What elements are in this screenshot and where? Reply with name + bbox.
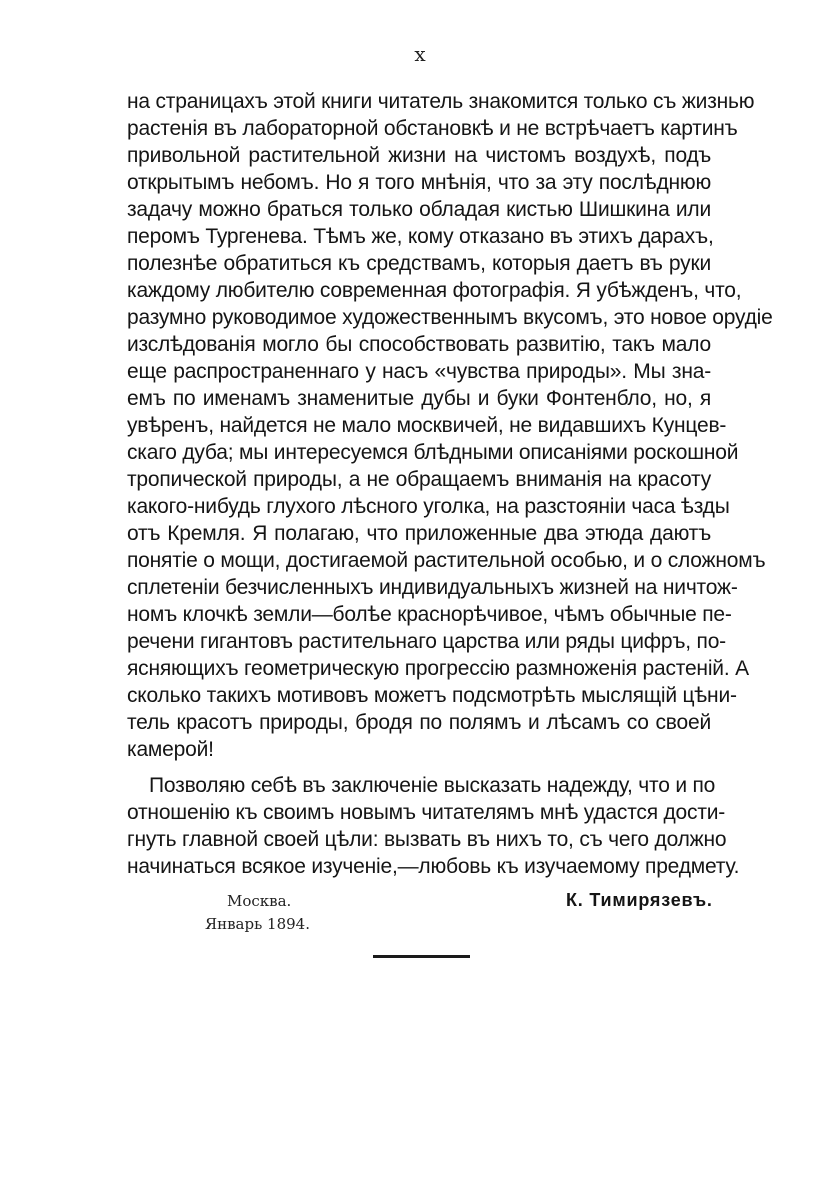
text-line: отъ Кремля. Я полагаю, что приложенные два этюда даютъ: [127, 522, 711, 545]
text-line: сплетеніи безчисленныхъ индивидуальныхъ жизней на ничтож-: [127, 576, 738, 599]
author-signature: К. Тимирязевъ.: [566, 890, 713, 910]
text-line: разумно руководимое художественнымъ вкусомъ, это новое орудіе: [127, 306, 773, 329]
text-line: какого-нибудь глухого лѣсного уголка, на разстояніи часа ѣзды: [127, 495, 730, 518]
text-line: камерой!: [127, 738, 214, 761]
text-line: каждому любителю современная фотографія. Я убѣжденъ, что,: [127, 279, 742, 302]
text-line: начинаться всякое изученіе,—любовь къ изучаемому предмету.: [127, 855, 740, 878]
text-line: тель красотъ природы, бродя по полямъ и лѣсамъ со своей: [127, 711, 711, 734]
body-text: [127, 88, 773, 880]
text-line: еще распространеннаго у насъ «чувства природы». Мы зна-: [127, 360, 711, 383]
text-line: отношенію къ своимъ новымъ читателямъ мнѣ удастся дости-: [127, 801, 726, 824]
text-line: задачу можно браться только обладая кистью Шишкина или: [127, 198, 711, 221]
text-line: увѣренъ, найдется не мало москвичей, не видавшихъ Кунцев-: [127, 414, 727, 437]
text-line: гнуть главной своей цѣли: вызвать въ нихъ то, съ чего должно: [127, 828, 727, 851]
signature-date: Январь 1894.: [205, 915, 310, 933]
text-line: привольной растительной жизни на чистомъ воздухѣ, подъ: [127, 144, 711, 167]
text-line: номъ клочкѣ земли—болѣе краснорѣчивое, чѣмъ обычные пе-: [127, 603, 732, 626]
paragraph-1: [127, 88, 773, 763]
text-line: тропической природы, а не обращаемъ вниманія на красоту: [127, 468, 711, 491]
text-line: понятіе о мощи, достигаемой растительной особью, и о сложномъ: [127, 549, 766, 572]
text-line: перомъ Тургенева. Тѣмъ же, кому отказано въ этихъ дарахъ,: [127, 225, 714, 248]
text-line: ясняющихъ геометрическую прогрессію размноженія растеній. А: [127, 657, 749, 680]
page-number: x: [414, 42, 426, 66]
text-line: открытымъ небомъ. Но я того мнѣнія, что за эту послѣднюю: [127, 171, 711, 194]
text-line: полезнѣе обратиться къ средствамъ, которыя даетъ въ руки: [127, 252, 711, 275]
text-line: на страницахъ этой книги читатель знакомится только съ жизнью: [127, 90, 755, 113]
signature-place: Москва.: [227, 892, 292, 910]
text-line: сколько такихъ мотивовъ можетъ подсмотрѣть мыслящій цѣни-: [127, 684, 737, 707]
text-line: речени гигантовъ растительнаго царства или ряды цифръ, по-: [127, 630, 726, 653]
text-line: изслѣдованія могло бы способствовать развитію, такъ мало: [127, 333, 711, 356]
end-rule: [373, 955, 470, 958]
paragraph-2: [127, 772, 740, 880]
text-line: растенія въ лабораторной обстановкѣ и не встрѣчаетъ картинъ: [127, 117, 738, 140]
text-line: Позволяю себѣ въ заключеніе высказать надежду, что и по: [149, 774, 716, 797]
text-line: емъ по именамъ знаменитые дубы и буки Фонтенбло, но, я: [127, 387, 711, 410]
text-line: скаго дуба; мы интересуемся блѣдными описаніями роскошной: [127, 441, 739, 464]
